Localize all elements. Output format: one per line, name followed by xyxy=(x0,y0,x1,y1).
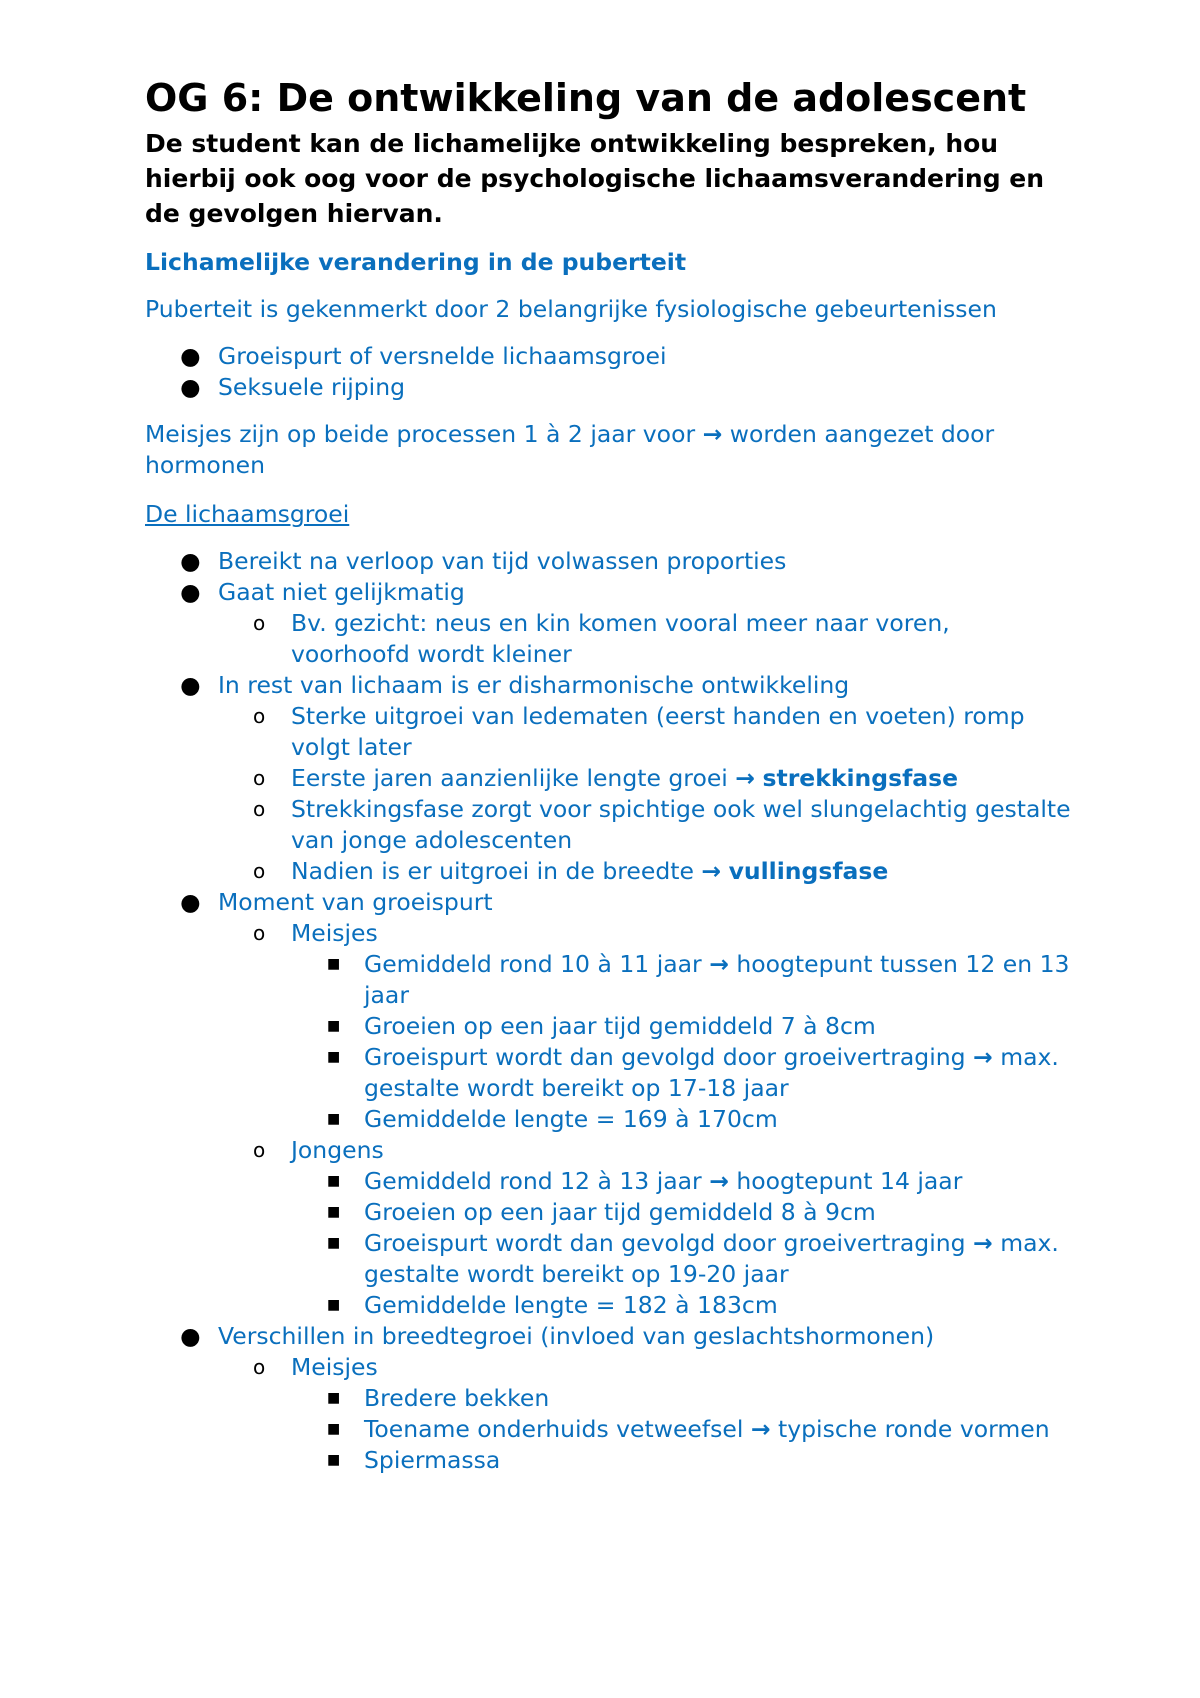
list-item: ■ Groeispurt wordt dan gevolgd door groeivertraging → max. gestalte wordt bereikt op 17-18 jaar xyxy=(327,1043,1059,1102)
document-body xyxy=(145,74,1075,1476)
bullet-marker: ■ xyxy=(327,1297,341,1313)
list-item: o Eerste jaren aanzienlijke lengte groei → strekkingsfase xyxy=(253,764,959,792)
bullet-marker: ■ xyxy=(327,1204,341,1220)
page-title: OG 6: De ontwikkeling van de adolescent xyxy=(145,76,1027,120)
bullet-marker: ■ xyxy=(327,1452,341,1468)
learning-objective: De student kan de lichamelijke ontwikkeling bespreken, hou hierbij ook oog voor de psychologische lichaamsverandering en de gevolgen hiervan. xyxy=(145,129,1045,228)
list-item: o Jongens xyxy=(253,1136,384,1164)
bullet-marker: ■ xyxy=(327,1421,341,1437)
growth-bullet-list xyxy=(145,546,1075,1476)
arrow-right-icon: → xyxy=(709,1167,729,1195)
arrow-right-icon: → xyxy=(709,950,729,978)
list-item: o Bv. gezicht: neus en kin komen vooral meer naar voren, voorhoofd wordt kleiner xyxy=(253,609,950,668)
list-item: o Meisjes xyxy=(253,919,378,947)
list-item: ■ Spiermassa xyxy=(327,1446,501,1474)
term-strekkingsfase: strekkingsfase xyxy=(762,764,959,792)
bullet-marker: ● xyxy=(180,342,201,370)
bullet-marker: ■ xyxy=(327,1235,341,1251)
list-item: o Nadien is er uitgroei in de breedte → vullingsfase xyxy=(253,857,889,885)
bullet-marker: ● xyxy=(180,671,201,699)
bullet-marker: ■ xyxy=(327,1390,341,1406)
bullet-marker: o xyxy=(253,1138,266,1162)
bullet-marker: ● xyxy=(180,1322,201,1350)
arrow-right-icon: → xyxy=(701,857,722,885)
intro-bullet-list xyxy=(145,341,1075,403)
list-item: o Meisjes xyxy=(253,1353,378,1381)
list-item: ● Groeispurt of versnelde lichaamsgroei xyxy=(180,342,667,370)
intro-paragraph: Puberteit is gekenmerkt door 2 belangrijke fysiologische gebeurtenissen xyxy=(145,295,997,323)
arrow-right-icon: → xyxy=(702,420,723,448)
list-item: ● In rest van lichaam is er disharmonische ontwikkeling xyxy=(180,671,850,699)
arrow-right-icon: → xyxy=(973,1229,993,1257)
bullet-marker: ■ xyxy=(327,1049,341,1065)
arrow-right-icon: → xyxy=(750,1415,771,1443)
list-item: ● Verschillen in breedtegroei (invloed van geslachtshormonen) xyxy=(180,1322,935,1350)
list-item: ■ Groeien op een jaar tijd gemiddeld 8 à 9cm xyxy=(327,1198,876,1226)
list-item: ■ Gemiddelde lengte = 169 à 170cm xyxy=(327,1105,778,1133)
bullet-marker: ● xyxy=(180,578,201,606)
list-item: ■ Groeien op een jaar tijd gemiddeld 7 à 8cm xyxy=(327,1012,876,1040)
list-item: ■ Gemiddeld rond 10 à 11 jaar → hoogtepunt tussen 12 en 13 jaar xyxy=(327,950,1070,1009)
list-item: ● Bereikt na verloop van tijd volwassen proporties xyxy=(180,547,787,575)
list-item: ● Seksuele rijping xyxy=(180,373,406,401)
section-heading: Lichamelijke verandering in de puberteit xyxy=(145,248,687,276)
bullet-marker: o xyxy=(253,704,266,728)
list-item: o Strekkingsfase zorgt voor spichtige ook wel slungelachtig gestalte van jonge adolescenten xyxy=(253,795,1071,854)
bullet-marker: o xyxy=(253,797,266,821)
bullet-marker: ■ xyxy=(327,1111,341,1127)
arrow-right-icon: → xyxy=(973,1043,993,1071)
bullet-marker: ● xyxy=(180,547,201,575)
bullet-marker: ■ xyxy=(327,1018,341,1034)
bullet-marker: o xyxy=(253,921,266,945)
list-item: ■ Gemiddeld rond 12 à 13 jaar → hoogtepunt 14 jaar xyxy=(327,1167,963,1195)
term-vullingsfase: vullingsfase xyxy=(728,857,889,885)
bullet-marker: o xyxy=(253,859,266,883)
subheading: De lichaamsgroei xyxy=(145,500,350,528)
bullet-marker: o xyxy=(253,611,266,635)
bullet-marker: o xyxy=(253,766,266,790)
list-item: ■ Toename onderhuids vetweefsel → typische ronde vormen xyxy=(327,1415,1050,1443)
list-item: o Sterke uitgroei van ledematen (eerst handen en voeten) romp volgt later xyxy=(253,702,1025,761)
list-item: ■ Gemiddelde lengte = 182 à 183cm xyxy=(327,1291,778,1319)
list-item: ● Moment van groeispurt xyxy=(180,888,493,916)
bullet-marker: ● xyxy=(180,888,201,916)
bullet-marker: ● xyxy=(180,373,201,401)
list-item: ● Gaat niet gelijkmatig xyxy=(180,578,465,606)
bullet-marker: o xyxy=(253,1355,266,1379)
list-item: ■ Groeispurt wordt dan gevolgd door groeivertraging → max. gestalte wordt bereikt op 19-20 jaar xyxy=(327,1229,1059,1288)
bullet-marker: ■ xyxy=(327,956,341,972)
list-item: ■ Bredere bekken xyxy=(327,1384,550,1412)
bullet-marker: ■ xyxy=(327,1173,341,1189)
girls-note-paragraph: Meisjes zijn op beide processen 1 à 2 jaar voor → worden aangezet door hormonen xyxy=(145,420,995,479)
arrow-right-icon: → xyxy=(735,764,755,792)
